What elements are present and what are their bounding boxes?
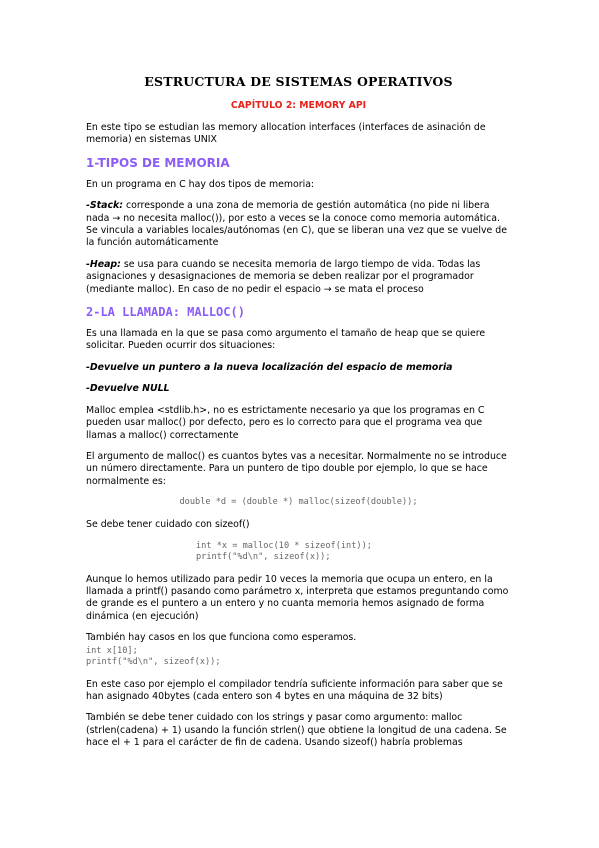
stack-label: -Stack: bbox=[86, 200, 123, 212]
memory-types-intro: En un programa en C hay dos tipos de memoria: bbox=[86, 178, 315, 190]
stack-text: corresponde a una zona de memoria de gestión automática (no pide ni libera nada → no necesita malloc()), por esto a veces se la conoce como memoria automática. Se vincula a variables locales/autónomas (en C), que se liberan una vez que se vuelve de la función automáticamente bbox=[86, 200, 508, 249]
chapter-subtitle: CAPÍTULO 2: MEMORY API bbox=[230, 100, 367, 111]
section-heading-malloc: 2-LA LLAMADA: MALLOC() bbox=[86, 305, 245, 320]
document-title: ESTRUCTURA DE SISTEMAS OPERATIVOS bbox=[144, 74, 453, 89]
code-double-malloc: double *d = (double *) malloc(sizeof(double)); bbox=[179, 497, 418, 508]
malloc-argument-paragraph: El argumento de malloc() es cuantos bytes vas a necesitar. Normalmente no se introduce un número directamente. Para un puntero de tipo double por ejemplo, lo que se hace normalmente es: bbox=[86, 450, 507, 487]
heap-label: -Heap: bbox=[86, 258, 121, 270]
sizeof-warning: Se debe tener cuidado con sizeof() bbox=[86, 519, 250, 531]
code-sizeof-array bbox=[86, 646, 511, 668]
code-line: printf("%d\n", sizeof(x)); bbox=[86, 656, 221, 667]
works-as-expected: También hay casos en los que funciona como esperamos. bbox=[86, 632, 357, 644]
code-sizeof-pointer bbox=[196, 541, 511, 563]
array-explanation: En este caso por ejemplo el compilador tendría suficiente información para saber que se han asignado 40bytes (cada entero son 4 bytes en una máquina de 32 bits) bbox=[86, 678, 503, 702]
code-line: int *x = malloc(10 * sizeof(int)); bbox=[196, 540, 372, 551]
malloc-case-null: -Devuelve NULL bbox=[86, 383, 170, 395]
sizeof-explanation: Aunque lo hemos utilizado para pedir 10 veces la memoria que ocupa un entero, en la llamada a printf() pasando como parámetro x, interpreta que estamos preguntando como de grande es el puntero a un entero y no cuanta memoria hemos asignado de forma dinámica (en ejecución) bbox=[86, 573, 509, 622]
stack-paragraph bbox=[86, 200, 511, 250]
heap-text: se usa para cuando se necesita memoria de largo tiempo de vida. Todas las asignaciones y desasignaciones de memoria se deben realizar por el programador (mediante malloc). En caso de no pedir el espacio → se mata el proceso bbox=[86, 258, 481, 295]
intro-paragraph: En este tipo se estudian las memory allocation interfaces (interfaces de asinación de memoria) en sistemas UNIX bbox=[86, 122, 486, 146]
strings-paragraph: También se debe tener cuidado con los strings y pasar como argumento: malloc (strlen(cadena) + 1) usando la función strlen() que obtiene la longitud de una cadena. Se hace el + 1 para el carácter de fin de cadena. Usando sizeof() habría problemas bbox=[86, 712, 507, 749]
heap-paragraph bbox=[86, 259, 511, 296]
malloc-case-pointer: -Devuelve un puntero a la nueva localización del espacio de memoria bbox=[86, 361, 453, 373]
stdlib-paragraph: Malloc emplea <stdlib.h>, no es estrictamente necesario ya que los programas en C pueden usar malloc() por defecto, pero es lo correcto para que el programa vea que llamas a malloc() correctamente bbox=[86, 404, 485, 441]
code-line: int x[10]; bbox=[86, 645, 138, 656]
code-line: printf("%d\n", sizeof(x)); bbox=[196, 551, 331, 562]
malloc-intro: Es una llamada en la que se pasa como argumento el tamaño de heap que se quiere solicitar. Pueden ocurrir dos situaciones: bbox=[86, 328, 486, 352]
section-heading-memory-types: 1-TIPOS DE MEMORIA bbox=[86, 155, 230, 170]
